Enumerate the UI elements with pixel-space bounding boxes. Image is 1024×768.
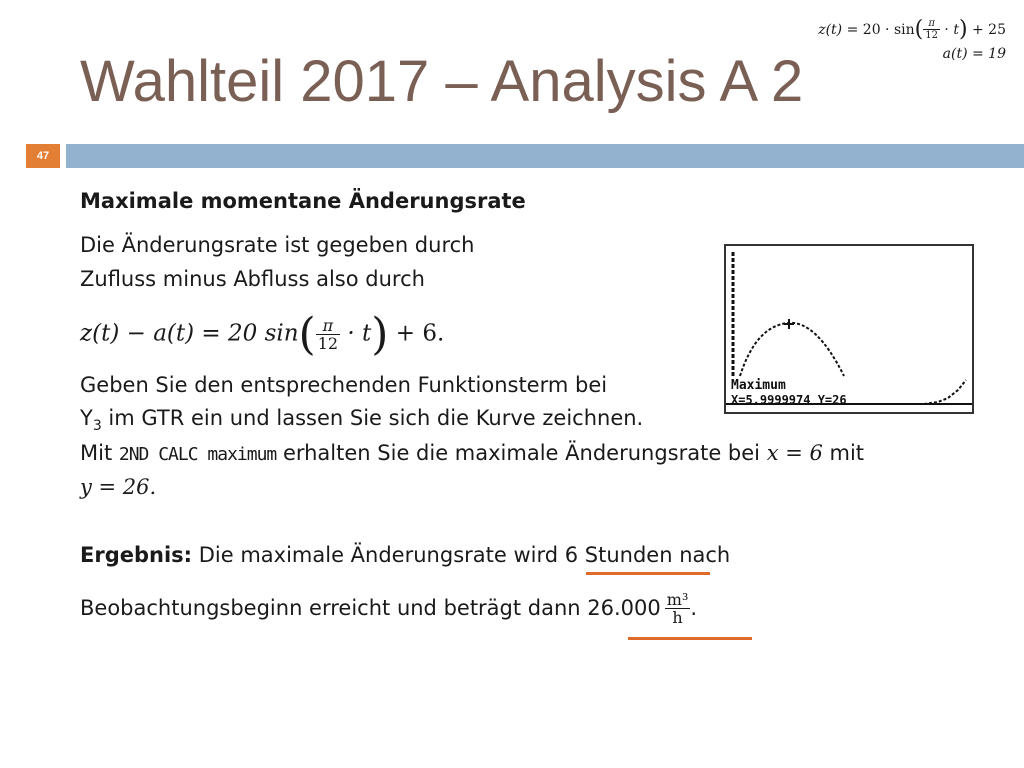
value-underline [628, 637, 752, 640]
calculator-screen [724, 244, 974, 414]
calculator-keys: 2ND CALC maximum [118, 444, 277, 465]
z-lhs: z(t) [818, 22, 843, 38]
a-formula: a(t) = 19 [942, 46, 1006, 62]
result-line-2: Beobachtungsbeginn erreicht und beträgt dann 26.000 $\frac{\text{m³}}{h}$ . [80, 590, 698, 627]
corner-formulas [818, 18, 1006, 66]
intro-line-1: Die Änderungsrate ist gegeben durch [80, 233, 475, 257]
calculator-label: Maximum [731, 378, 786, 393]
maximum-cursor [784, 319, 794, 329]
calculator-graph [726, 246, 972, 412]
instruction-line-4: y = 26. [80, 475, 157, 499]
instruction-line-2: $Y_3$ im GTR ein und lassen Sie sich die Kurve zeichnen. [80, 406, 644, 435]
instruction-line-3: Mit 2ND CALC maximum erhalten Sie die maximale Änderungsrate bei x = 6 mit [80, 441, 865, 465]
equation-lhs: z(t) − a(t) = 20 sin [80, 320, 299, 347]
pi-over-12: $\frac{\pi}{12}$ [925, 18, 938, 41]
section-heading: Maximale momentane Änderungsrate [80, 189, 526, 213]
calculator-readout: X=5.9999974 Y=26 [731, 393, 847, 407]
difference-equation: z(t) − a(t) = 20 sin( $\frac{\pi}{12}$ · t) + 6. [80, 309, 445, 360]
instruction-line-1: Geben Sie den entsprechenden Funktionsterm bei [80, 373, 608, 397]
unit-m3-per-h: $\frac{\text{m³}}{h}$ [666, 590, 689, 627]
intro-line-2: Zufluss minus Abfluss also durch [80, 267, 425, 291]
z-formula: z(t) = 20 · sin( $\frac{\pi}{12}$ · t) + 25 [818, 17, 1006, 42]
x-value: x = 6 [766, 441, 823, 465]
hours-underline [586, 572, 710, 575]
result-label: Ergebnis: [80, 543, 193, 567]
equation-tail: + 6. [388, 320, 445, 347]
header-bar [66, 144, 1024, 168]
z-mid: = 20 · sin [842, 22, 915, 38]
page-number: 47 [26, 144, 60, 168]
result-line-1: Ergebnis: Die maximale Änderungsrate wird 6 Stunden nach [80, 543, 731, 567]
slide-title: Wahlteil 2017 – Analysis A 2 [80, 49, 804, 114]
z-tail: + 25 [967, 22, 1006, 38]
equation-fraction: $\frac{\pi}{12}$ [317, 315, 339, 353]
